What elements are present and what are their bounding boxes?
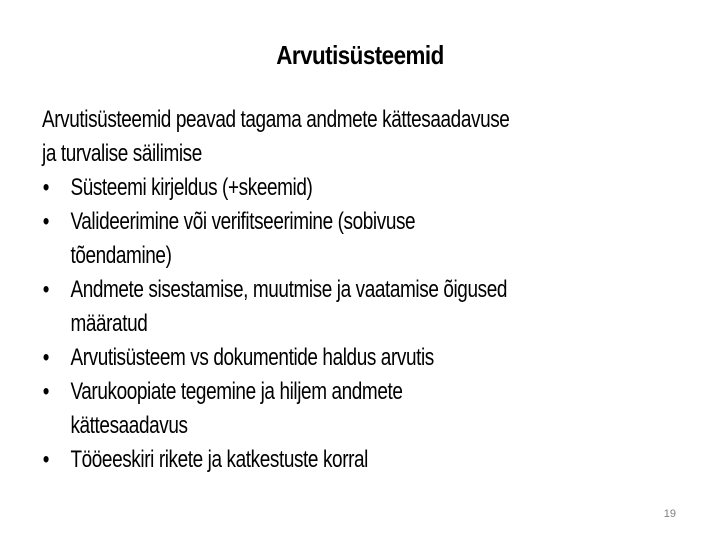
bullet-text-continuation: määratud (70, 310, 148, 337)
bullet-marker: • (42, 344, 50, 371)
bullet-text-continuation: tõendamine) (70, 242, 172, 269)
bullet-text: Andmete sisestamise, muutmise ja vaatamise õigused (70, 276, 507, 303)
slide-body (42, 103, 642, 477)
bullet-marker: • (42, 378, 50, 405)
bullet-text: Arvutisüsteem vs dokumentide haldus arvutis (70, 344, 434, 371)
bullet-text-continuation: kättesaadavus (70, 412, 188, 439)
bullet-item (42, 205, 642, 273)
bullet-text: Valideerimine või verifitseerimine (sobivuse (70, 208, 416, 235)
page-number: 19 (663, 508, 676, 520)
bullet-marker: • (42, 208, 50, 235)
bullet-marker: • (42, 446, 50, 473)
bullet-marker: • (42, 276, 50, 303)
bullet-item (42, 341, 642, 375)
bullet-text: Tööeeskiri rikete ja katkestuste korral (70, 446, 368, 473)
intro-line: ja turvalise säilimise (42, 140, 202, 167)
slide-title: Arvutisüsteemid (276, 40, 444, 70)
bullet-item (42, 375, 642, 443)
bullet-list (42, 171, 642, 477)
intro-line: Arvutisüsteemid peavad tagama andmete kättesaadavuse (42, 106, 510, 133)
bullet-item (42, 273, 642, 341)
intro-paragraph (42, 103, 642, 171)
bullet-item (42, 443, 642, 477)
bullet-marker: • (42, 174, 50, 201)
bullet-text: Varukoopiate tegemine ja hiljem andmete (70, 378, 403, 405)
bullet-item (42, 171, 642, 205)
bullet-text: Süsteemi kirjeldus (+skeemid) (70, 174, 313, 201)
